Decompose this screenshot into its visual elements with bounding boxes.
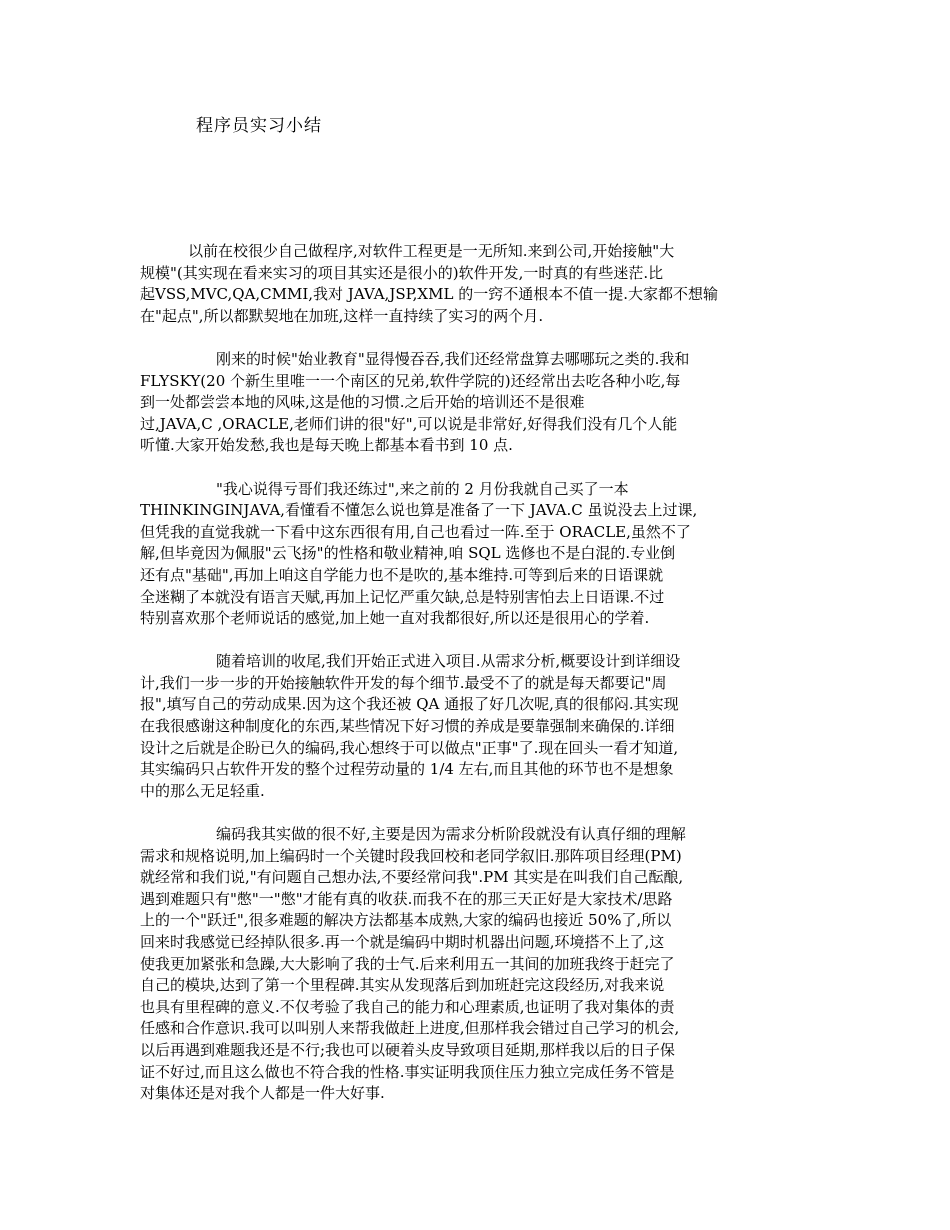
paragraph-line: THINKINGINJAVA,看懂看不懂怎么说也算是准备了一下 JAVA.C 虽说没去上过课,	[140, 501, 698, 520]
paragraph-line: 以前在校很少自己做程序,对软件工程更是一无所知.来到公司,开始接触"大	[188, 242, 675, 260]
paragraph-line: 在"起点",所以都默契地在加班,这样一直持续了实习的两个月.	[140, 306, 544, 325]
page-title: 程序员实习小结	[196, 116, 322, 136]
paragraph-line: 中的那么无足轻重.	[140, 781, 265, 800]
paragraph-line: FLYSKY(20 个新生里唯一一个南区的兄弟,软件学院的)还经常出去吃各种小吃,每	[140, 371, 681, 390]
paragraph	[140, 479, 820, 630]
paragraph-line: 上的一个"跃迁",很多难题的解决方法都基本成熟,大家的编码也接近 50%了,所以	[140, 911, 672, 930]
paragraph-line: 在我很感谢这种制度化的东西,某些情况下好习惯的养成是要靠强制来确保的.详细	[140, 717, 675, 736]
paragraph-line: 任感和合作意识.我可以叫别人来帮我做赶上进度,但那样我会错过自己学习的机会,	[140, 1019, 680, 1038]
paragraph-line: 听懂.大家开始发愁,我也是每天晚上都基本看书到 10 点.	[140, 436, 513, 455]
paragraph-line: 起VSS,MVC,QA,CMMI,我对 JAVA,JSP,XML 的一窍不通根本不值一提.大家都不想输	[140, 285, 718, 304]
paragraph	[140, 824, 820, 1105]
paragraph-line: 回来时我感觉已经掉队很多.再一个就是编码中期时机器出问题,环境搭不上了,这	[140, 933, 665, 951]
paragraph-line: 以后再遇到难题我还是不行;我也可以硬着头皮导致项目延期,那样我以后的日子保	[140, 1040, 675, 1059]
paragraph-line: 报",填写自己的劳动成果.因为这个我还被 QA 通报了好几次呢,真的很郁闷.其实现	[140, 695, 679, 714]
paragraph-line: 解,但毕竟因为佩服"云飞扬"的性格和敬业精神,咱 SQL 选修也不是白混的.专业倒	[140, 544, 676, 563]
paragraph-line: 需求和规格说明,加上编码时一个关键时段我回校和老同学叙旧.那阵项目经理(PM)	[140, 846, 682, 865]
paragraph-line: 到一处都尝尝本地的风味,这是他的习惯.之后开始的培训还不是很难	[140, 393, 585, 412]
paragraph-line: 过,JAVA,C ,ORACLE,老师们讲的很"好",可以说是非常好,好得我们没有几个人能	[140, 414, 678, 433]
paragraph	[140, 241, 820, 327]
document-body	[140, 241, 820, 1126]
paragraph-line: 也具有里程碑的意义.不仅考验了我自己的能力和心理素质,也证明了我对集体的责	[140, 997, 675, 1016]
paragraph-line: 规模"(其实现在看来实习的项目其实还是很小的)软件开发,一时真的有些迷茫.比	[140, 263, 664, 282]
paragraph-line: 证不好过,而且这么做也不符合我的性格.事实证明我顶住压力独立完成任务不管是	[140, 1062, 675, 1081]
paragraph-line: "我心说得亏哥们我还练过",来之前的 2 月份我就自己买了一本	[216, 479, 629, 498]
paragraph-line: 编码我其实做的很不好,主要是因为需求分析阶段就没有认真仔细的理解	[216, 825, 686, 844]
paragraph-line: 对集体还是对我个人都是一件大好事.	[140, 1084, 385, 1103]
paragraph-line: 使我更加紧张和急躁,大大影响了我的士气.后来利用五一其间的加班我终于赶完了	[140, 954, 675, 973]
paragraph	[140, 349, 820, 457]
paragraph-line: 自己的模块,达到了第一个里程碑.其实从发现落后到加班赶完这段经历,对我来说	[140, 976, 665, 995]
paragraph-line: 设计之后就是企盼已久的编码,我心想终于可以做点"正事"了.现在回头一看才知道,	[140, 738, 679, 757]
paragraph-line: 还有点"基础",再加上咱这自学能力也不是吹的,基本维持.可等到后来的日语课就	[140, 565, 664, 584]
paragraph-line: 随着培训的收尾,我们开始正式进入项目.从需求分析,概要设计到详细设	[216, 652, 681, 671]
paragraph-line: 全迷糊了本就没有语言天赋,再加上记忆严重欠缺,总是特别害怕去上日语课.不过	[140, 587, 665, 606]
paragraph-line: 遇到难题只有"憋"一"憋"才能有真的收获.而我不在的那三天正好是大家技术/思路	[140, 889, 673, 908]
paragraph-line: 计,我们一步一步的开始接触软件开发的每个细节.最受不了的就是每天都要记"周	[140, 673, 667, 692]
paragraph-line: 但凭我的直觉我就一下看中这东西很有用,自己也看过一阵.至于 ORACLE,虽然不了	[140, 522, 691, 541]
paragraph-line: 刚来的时候"始业教育"显得慢吞吞,我们还经常盘算去哪哪玩之类的.我和	[216, 349, 690, 368]
paragraph-line: 就经常和我们说,"有问题自己想办法,不要经常问我".PM 其实是在叫我们自己酝酿,	[140, 868, 684, 887]
paragraph-line: 其实编码只占软件开发的整个过程劳动量的 1/4 左右,而且其他的环节也不是想象	[140, 760, 674, 779]
paragraph	[140, 651, 820, 802]
paragraph-line: 特别喜欢那个老师说话的感觉,加上她一直对我都很好,所以还是很用心的学着.	[140, 609, 650, 628]
